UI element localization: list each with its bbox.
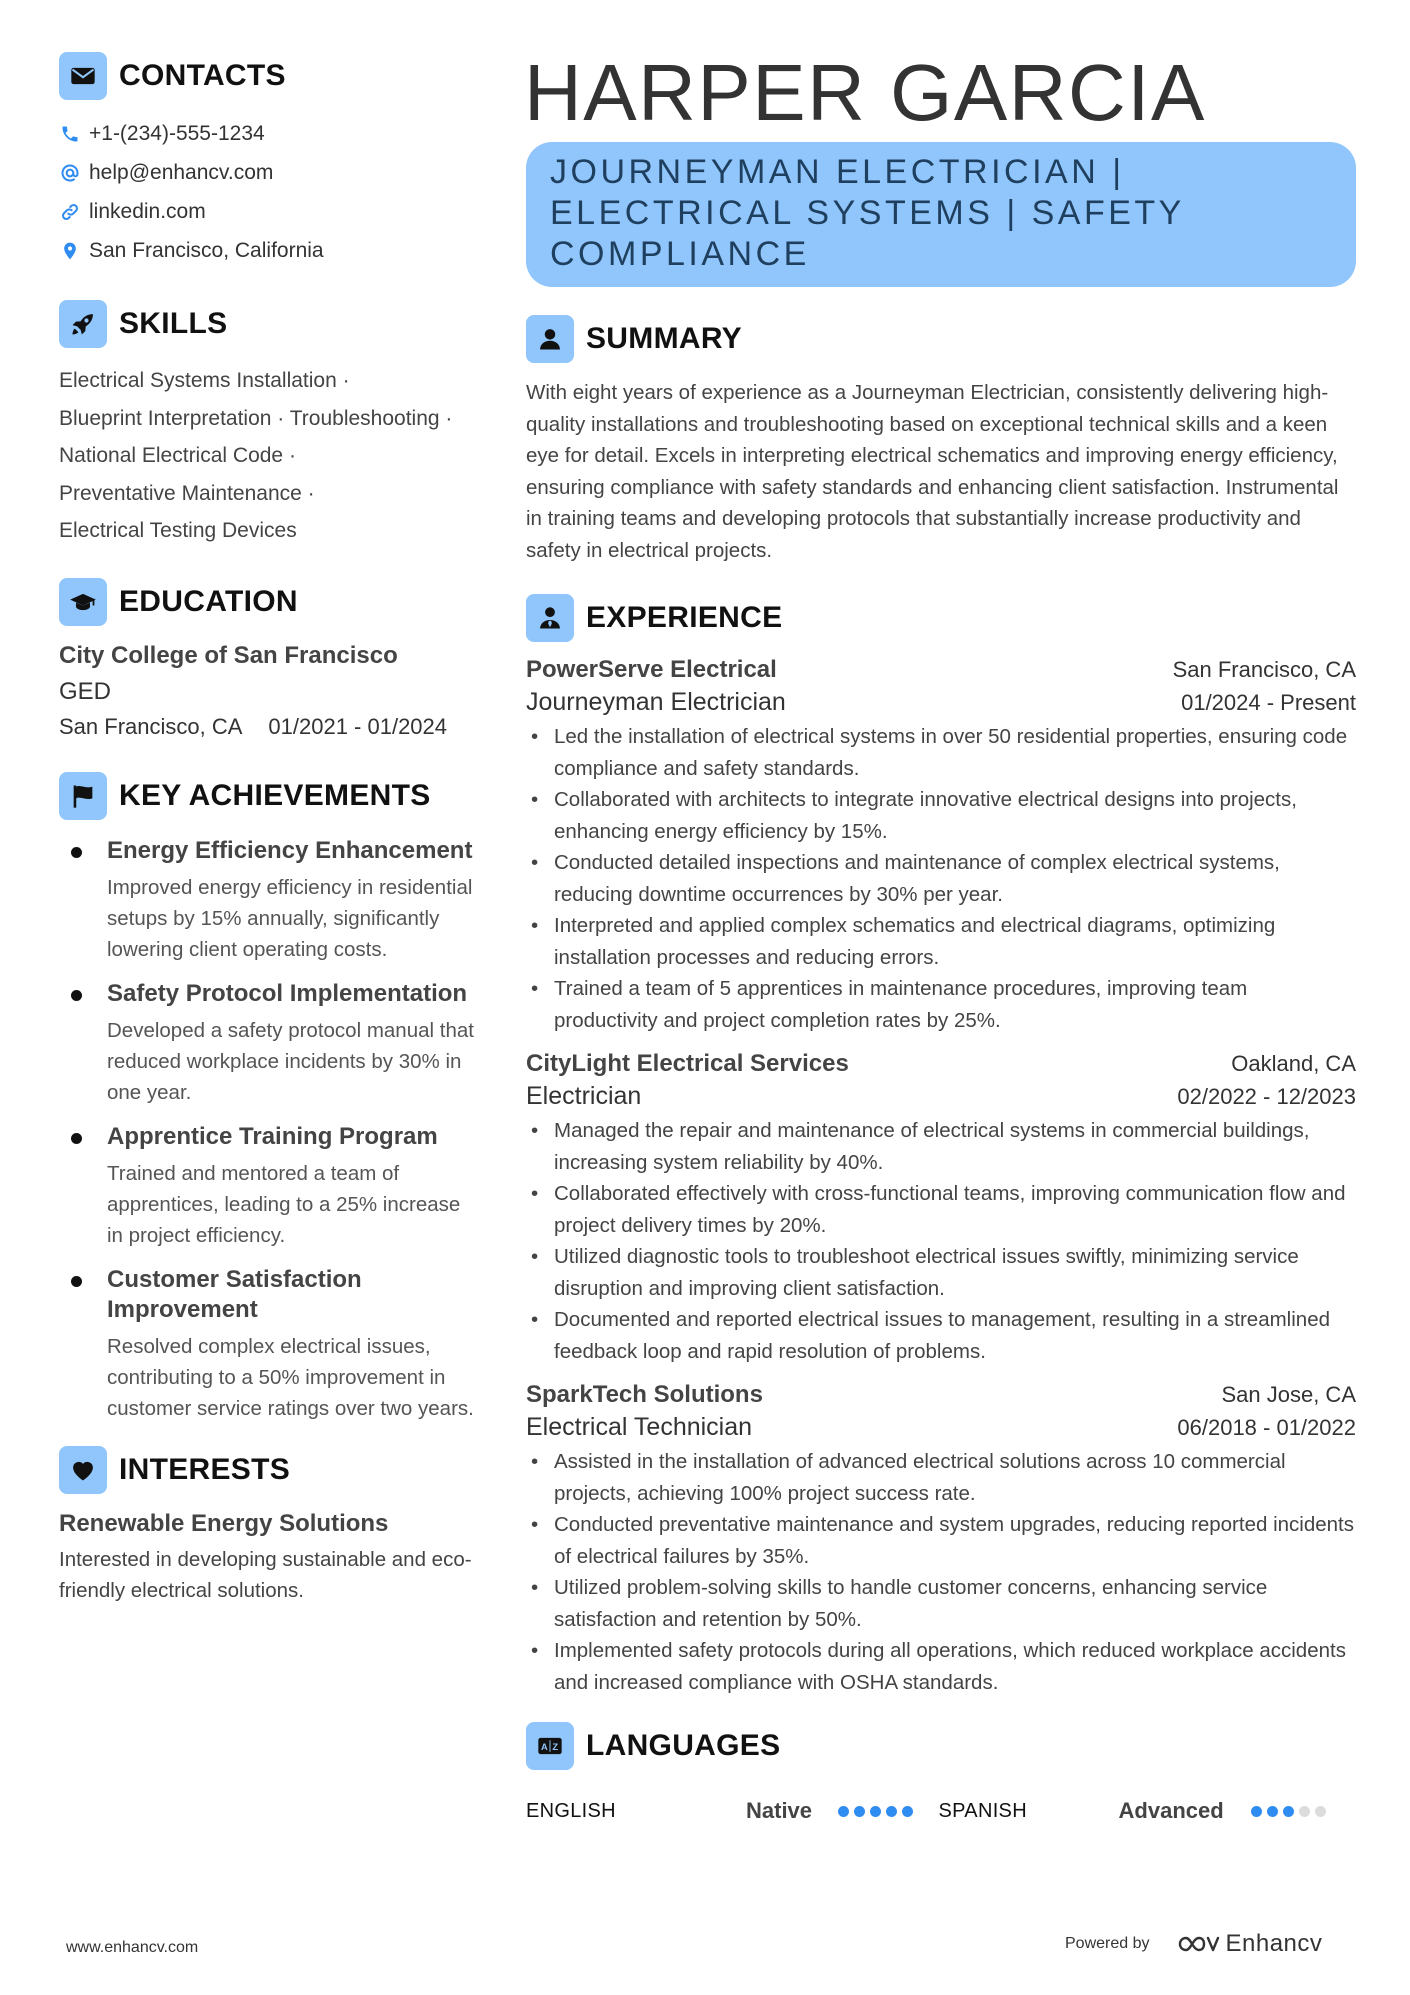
- achievement-desc: Improved energy efficiency in residential setups by 15% annually, significantly lowering client operating costs.: [107, 875, 473, 961]
- bullet-dot: [71, 1276, 82, 1287]
- envelope-icon: [59, 52, 107, 100]
- svg-text:Z: Z: [552, 1742, 559, 1753]
- title-banner: [526, 142, 1356, 287]
- rating-dot-filled: [1283, 1806, 1294, 1817]
- job-bullet: • Trained a team of 5 apprentices in maintenance procedures, improving team productivity and project completion rates by 25%.: [526, 973, 1356, 1036]
- rating-dot-filled: [854, 1806, 865, 1817]
- job-bullet: • Conducted detailed inspections and maintenance of complex electrical systems, reducing downtime occurrences by 30% per year.: [526, 847, 1356, 910]
- skill-line: Preventative Maintenance ·: [59, 481, 315, 505]
- job-role: Journeyman Electrician: [526, 688, 786, 716]
- education-dates: 01/2021 - 01/2024: [268, 713, 448, 739]
- rating-dot-empty: [1315, 1806, 1326, 1817]
- language-name: SPANISH: [938, 1799, 1027, 1822]
- languages-heading: LANGUAGES: [586, 1729, 781, 1762]
- job-dates: 01/2024 - Present: [1181, 690, 1356, 715]
- achievement-title: Customer Satisfaction Improvement: [107, 1265, 362, 1323]
- person-icon: [526, 315, 574, 363]
- education-degree: GED: [59, 677, 112, 705]
- languages-row: [526, 1796, 1356, 1826]
- achievements-header: [59, 772, 479, 820]
- rating-dot-filled: [838, 1806, 849, 1817]
- contact-email[interactable]: [59, 153, 479, 192]
- candidate-title: JOURNEYMAN ELECTRICIAN | ELECTRICAL SYSTEMS | SAFETY COMPLIANCE: [550, 153, 1185, 273]
- job-company: CityLight Electrical Services: [526, 1050, 849, 1077]
- language-rating: [838, 1806, 913, 1817]
- education-section: [59, 578, 479, 740]
- language-level: Native: [746, 1798, 813, 1823]
- skill-line: Blueprint Interpretation · Troubleshooting ·: [59, 406, 453, 430]
- job-bullet: • Managed the repair and maintenance of electrical systems in commercial buildings, increasing system reliability by 40%.: [526, 1115, 1356, 1178]
- location-pin-icon: [59, 240, 81, 262]
- achievements-section: [59, 772, 479, 1424]
- email-text: help@enhancv.com: [89, 160, 274, 184]
- skills-section: [59, 300, 479, 550]
- education-meta: [59, 714, 479, 740]
- enhancv-logo[interactable]: [1176, 1930, 1323, 1958]
- language-item: [939, 1798, 1356, 1824]
- rating-dot-filled: [886, 1806, 897, 1817]
- contacts-heading: CONTACTS: [119, 59, 286, 92]
- language-level: Advanced: [1118, 1798, 1224, 1823]
- flag-icon: [59, 772, 107, 820]
- location-text: San Francisco, California: [89, 238, 324, 262]
- job-role: Electrical Technician: [526, 1413, 753, 1441]
- skills-heading: SKILLS: [119, 307, 228, 340]
- contacts-section: [59, 52, 479, 270]
- language-rating: [1251, 1806, 1326, 1817]
- job-dates: 06/2018 - 01/2022: [1177, 1415, 1356, 1440]
- job-bullet: • Assisted in the installation of advanced electrical solutions across 10 commercial projects, achieving 100% project success rate.: [526, 1446, 1356, 1509]
- contacts-header: [59, 52, 479, 100]
- interests-heading: INTERESTS: [119, 1452, 291, 1486]
- job-entry: [526, 656, 1356, 1036]
- at-icon: [59, 162, 81, 184]
- bullet-dot: [71, 847, 82, 858]
- job-bullet: • Led the installation of electrical systems in over 50 residential properties, ensuring code compliance and safety standards.: [526, 721, 1356, 784]
- education-header: [59, 578, 479, 626]
- skill-line: Electrical Systems Installation ·: [59, 369, 350, 392]
- job-bullet: • Interpreted and applied complex schematics and electrical diagrams, optimizing installation processes and reducing errors.: [526, 910, 1356, 973]
- link-icon: [59, 201, 81, 223]
- heart-icon: [59, 1446, 107, 1494]
- bullet-dot: [71, 990, 82, 1001]
- rating-dot-empty: [1299, 1806, 1310, 1817]
- right-column: [526, 48, 1356, 1826]
- job-bullet: • Utilized diagnostic tools to troubleshoot electrical issues swiftly, minimizing service disruption and improving client satisfaction.: [526, 1241, 1356, 1304]
- achievement-title: Apprentice Training Program: [107, 1122, 438, 1150]
- education-location: San Francisco, CA: [59, 713, 243, 739]
- footer-branding: [1065, 1930, 1322, 1958]
- phone-icon: [59, 123, 81, 145]
- job-entry: [526, 1050, 1356, 1367]
- rating-dot-filled: [1267, 1806, 1278, 1817]
- achievement-item: [59, 1122, 479, 1251]
- achievement-desc: Trained and mentored a team of apprentices, leading to a 25% increase in project efficiency.: [107, 1161, 461, 1247]
- linkedin-text: linkedin.com: [89, 199, 206, 223]
- bullet-dot: [71, 1133, 82, 1144]
- job-location: San Jose, CA: [1221, 1382, 1356, 1407]
- contact-location: [59, 231, 479, 270]
- job-location: San Francisco, CA: [1172, 657, 1356, 682]
- job-location: Oakland, CA: [1231, 1051, 1356, 1076]
- achievement-desc: Developed a safety protocol manual that reduced workplace incidents by 30% in one year.: [107, 1018, 474, 1104]
- job-dates: 02/2022 - 12/2023: [1177, 1084, 1356, 1109]
- summary-heading: SUMMARY: [586, 322, 742, 355]
- footer-website[interactable]: www.enhancv.com: [66, 1939, 199, 1956]
- summary-header: [526, 315, 1356, 363]
- graduation-cap-icon: [59, 578, 107, 626]
- phone-text: +1-(234)-555-1234: [89, 121, 265, 145]
- contact-linkedin[interactable]: [59, 192, 479, 231]
- interests-header: [59, 1446, 479, 1494]
- summary-section: [526, 315, 1356, 566]
- interests-section: [59, 1446, 479, 1606]
- interest-desc: Interested in developing sustainable and eco-friendly electrical solutions.: [59, 1547, 472, 1602]
- skill-line: Electrical Testing Devices: [59, 519, 297, 542]
- experience-section: [526, 594, 1356, 1698]
- language-translate-icon: [526, 1722, 574, 1770]
- achievement-item: [59, 836, 479, 965]
- language-name: ENGLISH: [526, 1799, 616, 1822]
- job-bullet: • Utilized problem-solving skills to handle customer concerns, enhancing service satisfaction and retention by 50%.: [526, 1572, 1356, 1635]
- left-column: [59, 52, 479, 1606]
- svg-text:A: A: [541, 1742, 548, 1753]
- interest-title: Renewable Energy Solutions: [59, 1509, 389, 1537]
- enhancv-logo-icon: [1176, 1932, 1220, 1956]
- candidate-name: HARPER GARCIA: [524, 48, 1206, 137]
- job-bullet: • Conducted preventative maintenance and system upgrades, reducing reported incidents of electrical failures by 35%.: [526, 1509, 1356, 1572]
- achievement-item: [59, 1265, 479, 1424]
- job-entry: [526, 1381, 1356, 1698]
- summary-text: With eight years of experience as a Journeyman Electrician, consistently delivering high-quality installations and troubleshooting based on exceptional technical skills and a keen eye for detail. Excels in interpreting electrical schematics and improving energy efficiency, ensuring compliance with safety standards and enhancing client satisfaction. Instrumental in training teams and developing protocols that substantially increase productivity and safety in electrical projects.: [526, 381, 1339, 562]
- experience-heading: EXPERIENCE: [586, 601, 783, 634]
- skills-header: [59, 300, 479, 348]
- powered-by-text: Powered by: [1065, 1935, 1150, 1952]
- job-bullet: • Documented and reported electrical issues to management, resulting in a streamlined feedback loop and rapid resolution of problems.: [526, 1304, 1356, 1367]
- skill-line: National Electrical Code ·: [59, 444, 296, 467]
- achievements-heading: KEY ACHIEVEMENTS: [119, 778, 431, 812]
- job-company: PowerServe Electrical: [526, 656, 777, 683]
- education-heading: EDUCATION: [119, 584, 298, 618]
- job-role: Electrician: [526, 1082, 642, 1110]
- achievement-title: Energy Efficiency Enhancement: [107, 836, 473, 864]
- languages-header: [526, 1722, 1356, 1770]
- rating-dot-filled: [902, 1806, 913, 1817]
- brand-name: Enhancv: [1225, 1930, 1323, 1957]
- experience-header: [526, 594, 1356, 642]
- skills-list: [59, 362, 479, 550]
- achievement-desc: Resolved complex electrical issues, contributing to a 50% improvement in customer service ratings over two years.: [107, 1334, 474, 1420]
- language-item: [526, 1798, 939, 1824]
- achievement-title: Safety Protocol Implementation: [107, 979, 468, 1007]
- job-bullet: • Collaborated effectively with cross-functional teams, improving communication flow and project delivery times by 20%.: [526, 1178, 1356, 1241]
- contact-phone[interactable]: [59, 114, 479, 153]
- rocket-icon: [59, 300, 107, 348]
- job-bullet: • Implemented safety protocols during all operations, which reduced workplace accidents and increased compliance with OSHA standards.: [526, 1635, 1356, 1698]
- education-school: City College of San Francisco: [59, 641, 398, 669]
- rating-dot-filled: [870, 1806, 881, 1817]
- languages-section: [526, 1722, 1356, 1826]
- briefcase-person-icon: [526, 594, 574, 642]
- achievement-item: [59, 979, 479, 1108]
- job-bullet: • Collaborated with architects to integrate innovative electrical designs into projects, enhancing energy efficiency by 15%.: [526, 784, 1356, 847]
- job-company: SparkTech Solutions: [526, 1381, 763, 1408]
- rating-dot-filled: [1251, 1806, 1262, 1817]
